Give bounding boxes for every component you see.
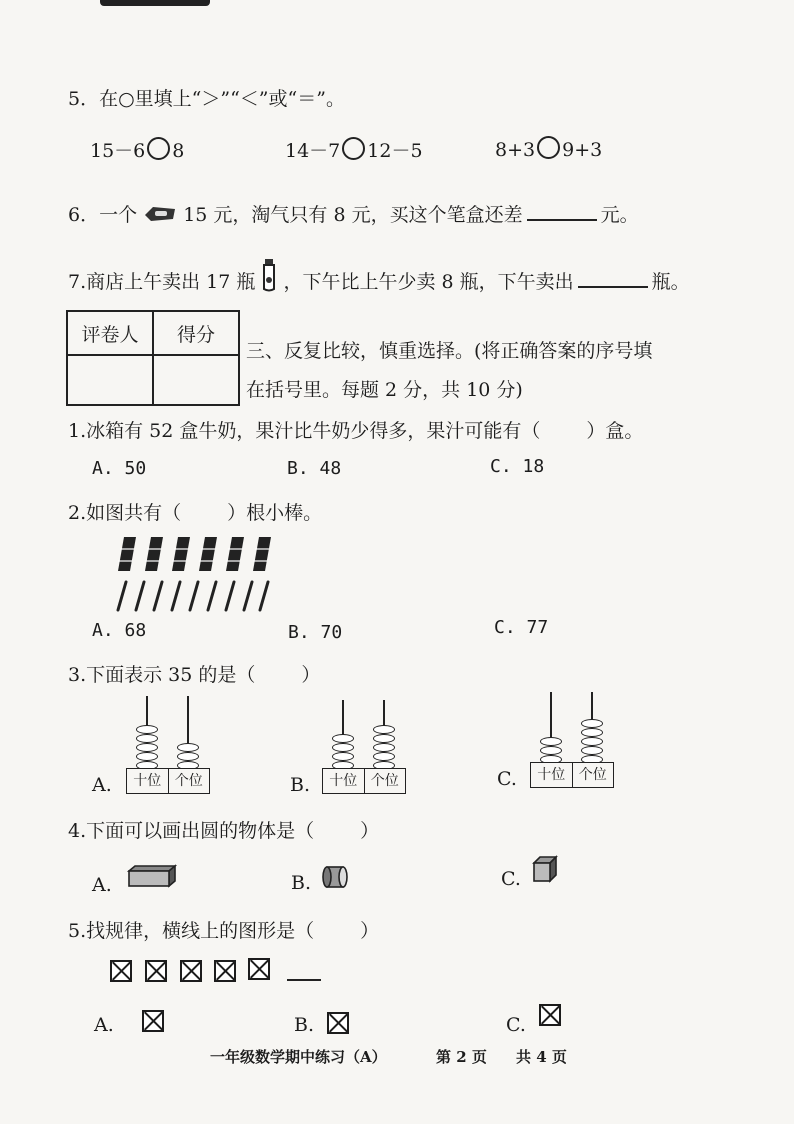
q6-prefix: 6．一个 <box>68 204 138 226</box>
mc4-stem-text: 4.下面可以画出圆的物体是（ <box>68 820 315 842</box>
compare-circle[interactable] <box>537 136 560 159</box>
mc3-option-c-label[interactable]: C. <box>497 768 517 790</box>
stick-bundles-figure <box>114 535 284 575</box>
q5-title: 5．在○里填上“＞”“＜”或“＝”。 <box>68 88 345 110</box>
mc4-option-b-label[interactable]: B. <box>291 872 312 894</box>
mc1-option-a[interactable]: A. 50 <box>92 458 147 479</box>
q6-middle: 15 元，淘气只有 8 元，买这个笔盒还差 <box>183 204 523 226</box>
q7-middle: ，下午比上午少卖 8 瓶，下午卖出 <box>283 271 574 293</box>
q5-item-1-left: 15－6 <box>90 140 146 162</box>
cube-icon[interactable] <box>532 855 558 883</box>
q5-item-2 <box>285 136 423 163</box>
mc2-stem-end: ）根小棒。 <box>227 502 323 524</box>
pattern-box-icon <box>248 958 270 980</box>
score-table-header-score: 得分 <box>153 311 239 355</box>
q5-item-3 <box>495 136 602 161</box>
abacus-option-b[interactable] <box>322 700 406 796</box>
mc4-option-a-label[interactable]: A. <box>92 874 112 896</box>
mc3-stem-end: ） <box>301 664 321 686</box>
q5-item-2-right: 12－5 <box>367 140 423 162</box>
pattern-box-icon <box>145 960 167 982</box>
abacus-option-a[interactable] <box>126 696 210 792</box>
footer-title: 一年级数学期中练习（A） <box>210 1048 387 1066</box>
mc5-stem-text: 5.找规律，横线上的图形是（ <box>68 920 315 942</box>
mc5-option-b-label[interactable]: B. <box>294 1014 315 1036</box>
ones-label: 个位 <box>364 769 406 793</box>
mc1-stem <box>68 416 643 443</box>
pattern-box-icon <box>110 960 132 982</box>
pencil-case-icon <box>143 203 177 223</box>
mc2-option-c[interactable]: C. 77 <box>494 617 549 638</box>
mc4-option-c-label[interactable]: C. <box>501 868 521 890</box>
cylinder-icon[interactable] <box>321 864 351 890</box>
pattern-option-b-icon[interactable] <box>327 1012 349 1034</box>
compare-circle[interactable] <box>342 137 365 160</box>
answer-blank[interactable] <box>527 203 597 221</box>
mc2-stem <box>68 498 322 525</box>
mc1-option-b[interactable]: B. 48 <box>287 458 342 479</box>
mc4-stem-end: ） <box>360 820 380 842</box>
single-sticks-figure <box>114 580 274 614</box>
mc2-option-a[interactable]: A. 68 <box>92 620 147 641</box>
pattern-option-a-icon[interactable] <box>142 1010 164 1032</box>
mc1-stem-text: 1.冰箱有 52 盒牛奶，果汁比牛奶少得多，果汁可能有（ <box>68 420 541 442</box>
mc2-option-b[interactable]: B. 70 <box>288 622 343 643</box>
mc5-option-a-label[interactable]: A. <box>94 1014 114 1036</box>
q7 <box>68 258 690 294</box>
abacus-option-c[interactable] <box>530 692 614 788</box>
footer-total-pages: 共 4 页 <box>516 1048 567 1066</box>
q7-prefix: 7.商店上午卖出 17 瓶 <box>68 271 256 293</box>
scan-edge-mark <box>100 0 210 6</box>
mc5-stem <box>68 916 379 943</box>
section3-heading-line1: 三、反复比较，慎重选择。(将正确答案的序号填 <box>246 340 653 362</box>
grader-cell[interactable] <box>67 355 153 405</box>
bottle-icon <box>261 258 277 292</box>
pattern-answer-blank[interactable] <box>287 979 321 981</box>
pattern-box-icon <box>180 960 202 982</box>
cuboid-icon[interactable] <box>127 864 177 888</box>
mc5-option-c-label[interactable]: C. <box>506 1014 526 1036</box>
q5-item-2-left: 14－7 <box>285 140 341 162</box>
mc1-stem-end: ）盒。 <box>586 420 644 442</box>
footer-page-number: 第 2 页 <box>436 1048 487 1066</box>
answer-blank[interactable] <box>578 270 648 288</box>
pattern-option-c-icon[interactable] <box>539 1004 561 1026</box>
q6 <box>68 200 639 227</box>
mc1-option-c[interactable]: C. 18 <box>490 456 545 477</box>
pattern-box-icon <box>214 960 236 982</box>
q6-suffix: 元。 <box>600 204 639 226</box>
q5-item-1 <box>90 136 184 163</box>
score-table <box>66 310 240 406</box>
ones-label: 个位 <box>168 769 210 793</box>
mc4-stem <box>68 816 379 843</box>
compare-circle[interactable] <box>147 137 170 160</box>
tens-label: 十位 <box>329 773 358 789</box>
mc3-option-a-label[interactable]: A. <box>92 774 112 796</box>
tens-label: 十位 <box>133 773 162 789</box>
q5-item-3-left: 8+3 <box>495 139 536 161</box>
mc3-stem-text: 3.下面表示 35 的是（ <box>68 664 256 686</box>
mc3-stem <box>68 660 320 687</box>
q5-item-3-right: 9+3 <box>562 139 603 161</box>
mc3-option-b-label[interactable]: B. <box>290 774 311 796</box>
section3-heading-line2: 在括号里。每题 2 分，共 10 分) <box>246 379 523 401</box>
mc2-stem-text: 2.如图共有（ <box>68 502 182 524</box>
q5-item-1-right: 8 <box>172 140 185 162</box>
ones-label: 个位 <box>572 763 614 787</box>
q7-suffix: 瓶。 <box>651 271 690 293</box>
score-table-header-grader: 评卷人 <box>67 311 153 355</box>
score-cell[interactable] <box>153 355 239 405</box>
tens-label: 十位 <box>537 767 566 783</box>
mc5-stem-end: ） <box>360 920 380 942</box>
